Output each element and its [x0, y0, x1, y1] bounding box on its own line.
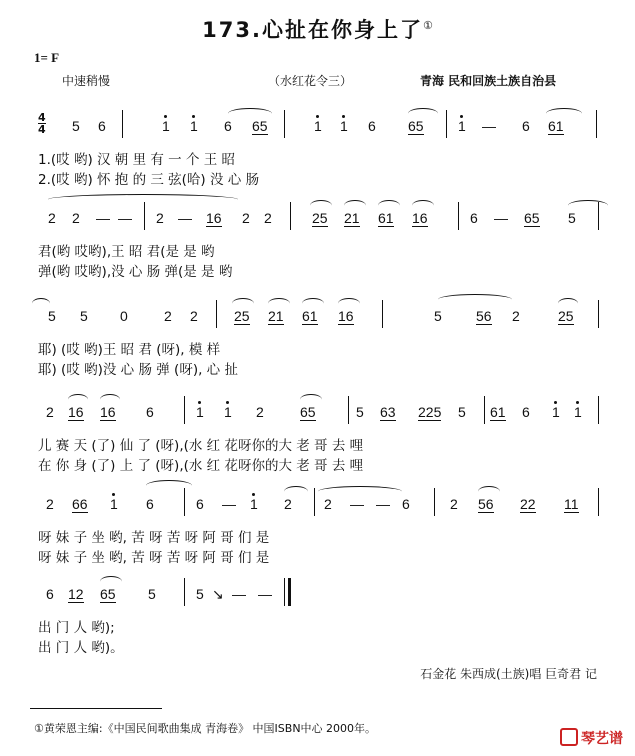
song-title: 173.心扯在你身上了① [202, 18, 433, 42]
lyrics-verse-2: 出 门 人 哟)。 [38, 640, 124, 656]
notation-line: 2 66 1 6 6 — 1 2 2 — — 6 2 56 22 11 [38, 496, 604, 522]
notation-line: 2 2 — — 2 — 16 2 2 25 21 61 16 6 — 65 5 [38, 210, 604, 236]
lyrics-verse-1: 1.(哎 哟) 汉 朝 里 有 一 个 王 昭 [38, 152, 236, 168]
lyrics-verse-2: 2.(哎 哟) 怀 抱 的 三 弦(哈) 没 心 肠 [38, 172, 260, 188]
lyrics-verse-1: 出 门 人 哟); [38, 620, 115, 636]
score-system-6 [38, 586, 604, 664]
score-system-2 [38, 210, 604, 288]
lyrics-verse-2: 在 你 身 (了) 上 了 (呀),(水 红 花呀你的大 老 哥 去 哩 [38, 458, 364, 474]
notation-line: 6 12 65 5 5 ↘ — — [38, 586, 604, 612]
score-system-5 [38, 496, 604, 574]
footnote-divider [30, 708, 162, 709]
footnote: ①黄荣恩主编:《中国民间歌曲集成 青海卷》 中国ISBN中心 2000年。 [34, 722, 377, 735]
key-signature: 1= F [34, 50, 60, 65]
score-system-3 [38, 308, 604, 386]
score-system-1 [38, 111, 604, 196]
logo-mark-icon [560, 728, 578, 746]
lyrics-verse-1: 儿 赛 天 (了) 仙 了 (呀),(水 红 花呀你的大 老 哥 去 哩 [38, 438, 364, 454]
lyrics-verse-2: 弹(哟 哎哟),没 心 肠 弹(是 是 哟 [38, 264, 233, 280]
region-label: 青海 民和回族土族自治县 [420, 74, 557, 88]
notation-line: 5 5 0 2 2 25 21 61 16 5 56 2 25 [38, 308, 604, 334]
notation-line: 2 16 16 6 1 1 2 65 5 63 225 5 61 6 1 1 [38, 404, 604, 430]
performer-credit: 石金花 朱西成(土族)唱 巨奇君 记 [420, 667, 597, 681]
site-logo: 琴艺谱 [560, 728, 623, 748]
lyrics-verse-2: 呀 妹 子 坐 哟, 苦 呀 苦 呀 阿 哥 们 是 [38, 550, 270, 566]
tempo-marking: 中速稍慢 [62, 74, 111, 88]
lyrics-verse-1: 呀 妹 子 坐 哟, 苦 呀 苦 呀 阿 哥 们 是 [38, 530, 270, 546]
time-signature: 4 4 [38, 111, 46, 136]
lyrics-verse-1: 君(哟 哎哟),王 昭 君(是 是 哟 [38, 244, 215, 260]
footnote-mark: ① [422, 19, 433, 32]
notation-line: 5 6 1 1 6 65 1 1 6 65 1 — 6 61 [38, 118, 604, 144]
lyrics-verse-2: 耶) (哎 哟)没 心 肠 弹 (呀), 心 扯 [38, 362, 238, 378]
subtitle: （水红花令三） [268, 74, 353, 88]
lyrics-verse-1: 耶) (哎 哟)王 昭 君 (呀), 模 样 [38, 342, 221, 358]
score-system-4 [38, 404, 604, 482]
